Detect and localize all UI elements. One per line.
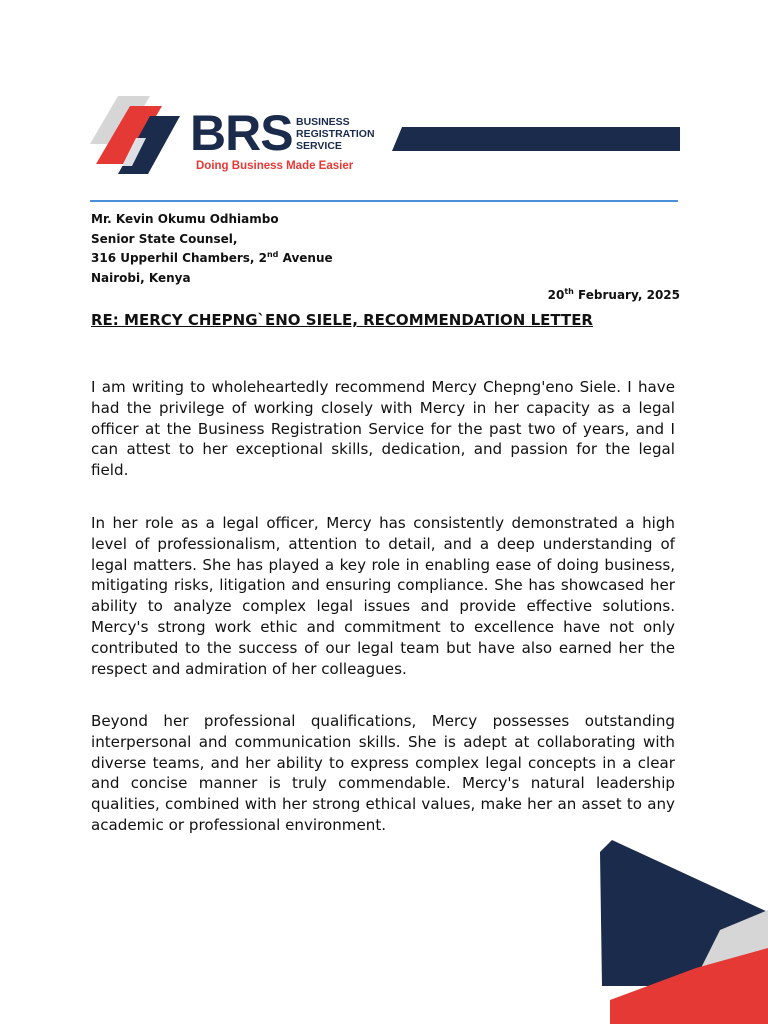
recipient-title: Senior State Counsel, [91, 231, 238, 246]
letter-date: 20th February, 2025 [547, 287, 680, 302]
recipient-street: 316 Upperhil Chambers, 2nd Avenue [91, 250, 333, 265]
header-bar-decoration [392, 127, 680, 151]
header-divider [90, 200, 678, 202]
recipient-address [91, 210, 333, 288]
body-paragraph-1: I am writing to wholeheartedly recommend Mercy Chepng'eno Siele. I have had the privilege of working closely with Mercy in her capacity as a legal officer at the Business Registration Service for the past two of years, and I can attest to her exceptional skills, dedication, and passion for the legal field. [91, 378, 675, 480]
letter-subject: RE: MERCY CHEPNG`ENO SIELE, RECOMMENDATION LETTER [91, 311, 593, 329]
body-paragraph-3: Beyond her professional qualifications, Mercy possesses outstanding interpersonal and communication skills. She is adept at collaborating with diverse teams, and her ability to express complex legal concepts in a clear and concise manner is truly commendable. Mercy's natural leadership qualities, combined with her strong ethical values, make her an asset to any academic or professional environment. [91, 712, 675, 835]
brand-wordmark [190, 105, 375, 161]
brand-words [296, 116, 375, 152]
corner-decoration [600, 840, 768, 1024]
recipient-city: Nairobi, Kenya [91, 270, 191, 285]
brand-tagline: Doing Business Made Easier [196, 160, 354, 172]
recipient-name: Mr. Kevin Okumu Odhiambo [91, 212, 279, 226]
brand-letters: BRS [190, 105, 293, 161]
body-paragraph-2: In her role as a legal officer, Mercy has consistently demonstrated a high level of professionalism, attention to detail, and a deep understanding of legal matters. She has played a key role in enabling ease of doing business, mitigating risks, litigation and ensuring compliance. She has showcased her ability to analyze complex legal issues and provide effective solutions. Mercy's strong work ethic and commitment to excellence have not only contributed to the success of our legal team but have also earned her the respect and admiration of her colleagues. [91, 514, 675, 678]
brand-word-2: REGISTRATION [296, 128, 375, 140]
brand-word-1: BUSINESS [296, 116, 350, 128]
brs-logo-mark-icon [88, 92, 184, 180]
brand-word-3: SERVICE [296, 140, 342, 152]
